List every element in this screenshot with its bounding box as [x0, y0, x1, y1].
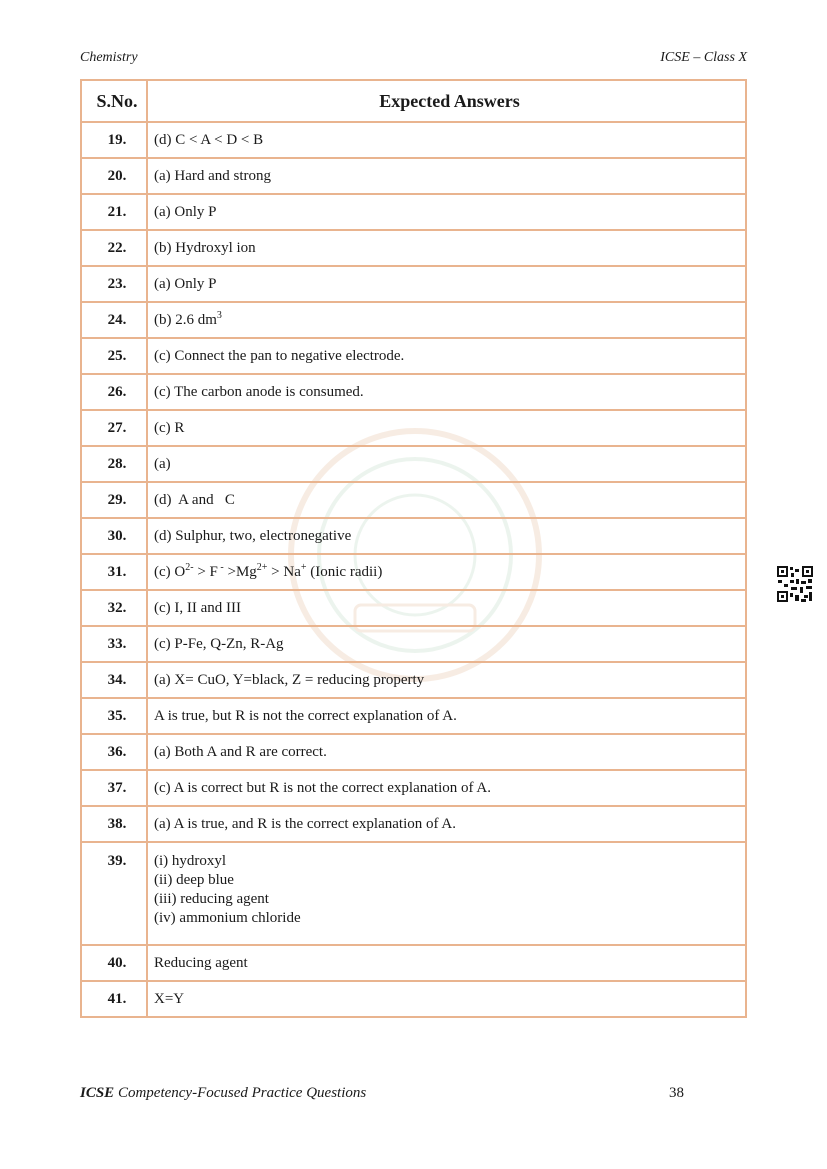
- row-number: 39.: [81, 842, 147, 945]
- row-answer: (a) X= CuO, Y=black, Z = reducing property: [147, 662, 746, 698]
- row-answer: Reducing agent: [147, 945, 746, 981]
- row-answer: A is true, but R is not the correct explanation of A.: [147, 698, 746, 734]
- answer-line: (ii) deep blue: [154, 872, 234, 888]
- table-row: [81, 981, 746, 1017]
- answer-text: > F: [193, 563, 218, 580]
- answer-text: (Ionic radii): [306, 563, 383, 580]
- table-row: [81, 662, 746, 698]
- row-number: 40.: [81, 945, 147, 981]
- superscript: 2+: [256, 561, 268, 573]
- row-number: 31.: [81, 554, 147, 590]
- table-row: [81, 626, 746, 662]
- table-row: [81, 266, 746, 302]
- row-number: 36.: [81, 734, 147, 770]
- table-row: [81, 374, 746, 410]
- table-row: [81, 122, 746, 158]
- answer-line: (iii) reducing agent: [154, 891, 269, 907]
- table-row: [81, 806, 746, 842]
- footer-title: [80, 1085, 366, 1102]
- row-number: 37.: [81, 770, 147, 806]
- row-number: 23.: [81, 266, 147, 302]
- table-row: [81, 446, 746, 482]
- answer-text: (c) O: [154, 563, 186, 580]
- table-row: [81, 842, 746, 945]
- row-answer: (d) C < A < D < B: [147, 122, 746, 158]
- row-answer: (a) Both A and R are correct.: [147, 734, 746, 770]
- footer-brand: ICSE: [80, 1085, 115, 1101]
- table-row: [81, 410, 746, 446]
- row-answer: (c) The carbon anode is consumed.: [147, 374, 746, 410]
- header-class: ICSE – Class X: [660, 50, 747, 65]
- row-number: 21.: [81, 194, 147, 230]
- answer-text: (b) 2.6 dm: [154, 311, 217, 328]
- row-number: 41.: [81, 981, 147, 1017]
- row-answer: (b) Hydroxyl ion: [147, 230, 746, 266]
- row-number: 26.: [81, 374, 147, 410]
- footer-subtitle: Competency-Focused Practice Questions: [114, 1085, 367, 1101]
- table-row: [81, 945, 746, 981]
- table-row: [81, 554, 746, 590]
- table-row: [81, 158, 746, 194]
- row-answer: (a) A is true, and R is the correct explanation of A.: [147, 806, 746, 842]
- table-row: [81, 770, 746, 806]
- column-header-answers: Expected Answers: [147, 80, 746, 122]
- table-row: [81, 194, 746, 230]
- answer-line: (iv) ammonium chloride: [154, 910, 301, 926]
- row-number: 24.: [81, 302, 147, 338]
- row-number: 33.: [81, 626, 147, 662]
- table-row: [81, 302, 746, 338]
- row-number: 34.: [81, 662, 147, 698]
- row-answer: (c) I, II and III: [147, 590, 746, 626]
- answers-table: [80, 79, 747, 1018]
- superscript: 2-: [185, 561, 194, 573]
- qr-code-icon[interactable]: [776, 565, 814, 603]
- header-subject: Chemistry: [80, 50, 138, 65]
- table-row: [81, 590, 746, 626]
- answer-line: (i) hydroxyl: [154, 853, 227, 869]
- row-number: 38.: [81, 806, 147, 842]
- page-number: 38: [669, 1085, 684, 1101]
- answer-text: > Na: [267, 563, 301, 580]
- row-answer: (c) Connect the pan to negative electrode.: [147, 338, 746, 374]
- row-answer: (a) Hard and strong: [147, 158, 746, 194]
- table-row: [81, 698, 746, 734]
- table-row: [81, 230, 746, 266]
- row-answer: (a) Only P: [147, 266, 746, 302]
- row-number: 28.: [81, 446, 147, 482]
- row-answer: (d) A and C: [147, 482, 746, 518]
- row-answer: (c) P-Fe, Q-Zn, R-Ag: [147, 626, 746, 662]
- row-number: 19.: [81, 122, 147, 158]
- table-row: [81, 734, 746, 770]
- row-number: 32.: [81, 590, 147, 626]
- row-answer: (a): [147, 446, 746, 482]
- table-row: [81, 518, 746, 554]
- superscript: 3: [216, 309, 222, 321]
- table-header-row: [81, 80, 746, 122]
- row-answer: [147, 554, 746, 590]
- row-answer: [147, 842, 746, 945]
- row-answer: [147, 302, 746, 338]
- superscript: +: [300, 561, 307, 573]
- row-number: 30.: [81, 518, 147, 554]
- row-answer: (c) R: [147, 410, 746, 446]
- answer-text: >Mg: [223, 563, 257, 580]
- row-number: 27.: [81, 410, 147, 446]
- row-number: 25.: [81, 338, 147, 374]
- table-row: [81, 482, 746, 518]
- row-answer: X=Y: [147, 981, 746, 1017]
- column-header-sno: S.No.: [81, 80, 147, 122]
- row-answer: (c) A is correct but R is not the correct explanation of A.: [147, 770, 746, 806]
- table-row: [81, 338, 746, 374]
- superscript: -: [217, 561, 224, 573]
- row-number: 35.: [81, 698, 147, 734]
- row-answer: (a) Only P: [147, 194, 746, 230]
- row-answer: (d) Sulphur, two, electronegative: [147, 518, 746, 554]
- row-number: 20.: [81, 158, 147, 194]
- row-number: 22.: [81, 230, 147, 266]
- row-number: 29.: [81, 482, 147, 518]
